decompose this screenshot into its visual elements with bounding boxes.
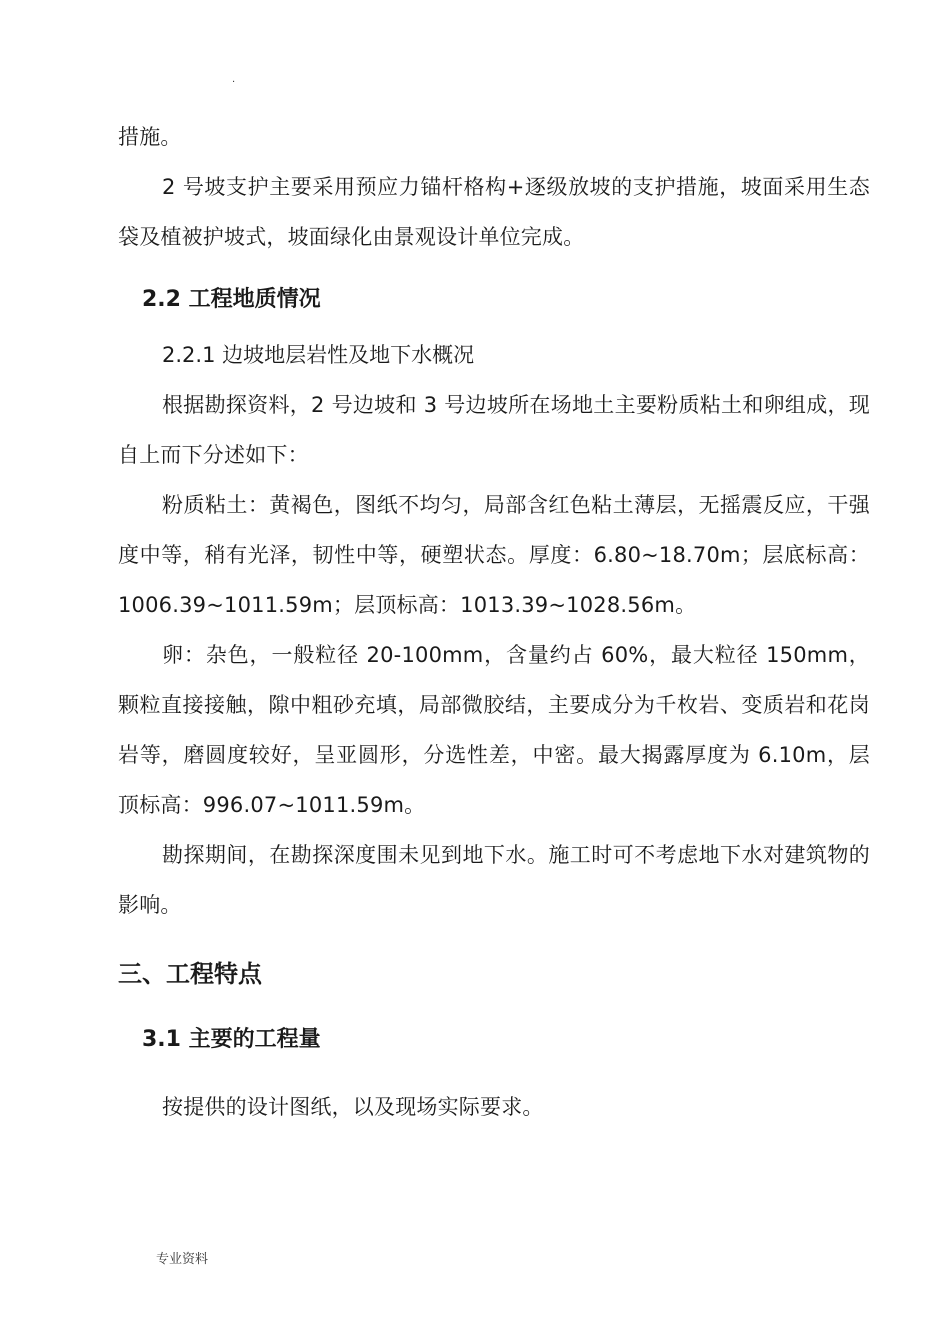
paragraph-slope-2-support: 2 号坡支护主要采用预应力锚杆格构+逐级放坡的支护措施，坡面采用生态袋及植被护坡式，坡面绿化由景观设计单位完成。 — [118, 175, 870, 249]
footer-label: 专业资料 — [156, 1252, 209, 1267]
paragraph-silty-clay: 粉质粘土：黄褐色，图纸不均匀，局部含红色粘土薄层，无摇震反应，干强度中等，稍有光泽，韧性中等，硬塑状态。厚度：6.80~18.70m；层底标高：1006.39~1011.59m；层顶标高：1013.39~1028.56m。 — [118, 493, 870, 617]
paragraph-measures: 措施。 — [118, 125, 182, 149]
section-heading-2-2: 2.2 工程地质情况 — [142, 287, 321, 312]
chapter-heading-3: 三、工程特点 — [118, 960, 262, 988]
paragraph-groundwater: 勘探期间，在勘探深度围未见到地下水。施工时可不考虑地下水对建筑物的影响。 — [118, 843, 870, 917]
header-mark: . — [232, 74, 236, 85]
paragraph-survey-data: 根据勘探资料，2 号边坡和 3 号边坡所在场地土主要粉质粘土和卵组成，现自上而下分述如下： — [118, 393, 870, 467]
section-heading-3-1: 3.1 主要的工程量 — [142, 1027, 321, 1052]
paragraph-quantities: 按提供的设计图纸，以及现场实际要求。 — [162, 1095, 544, 1119]
subsection-heading-2-2-1: 2.2.1 边坡地层岩性及地下水概况 — [162, 343, 475, 367]
document-body — [118, 112, 870, 1132]
paragraph-pebble: 卵：杂色，一般粒径 20-100mm，含量约占 60%，最大粒径 150mm，颗粒直接接触，隙中粗砂充填，局部微胶结，主要成分为千枚岩、变质岩和花岗岩等，磨圆度较好，呈亚圆形，分选性差，中密。最大揭露厚度为 6.10m，层顶标高：996.07~1011.59m。 — [118, 643, 870, 817]
